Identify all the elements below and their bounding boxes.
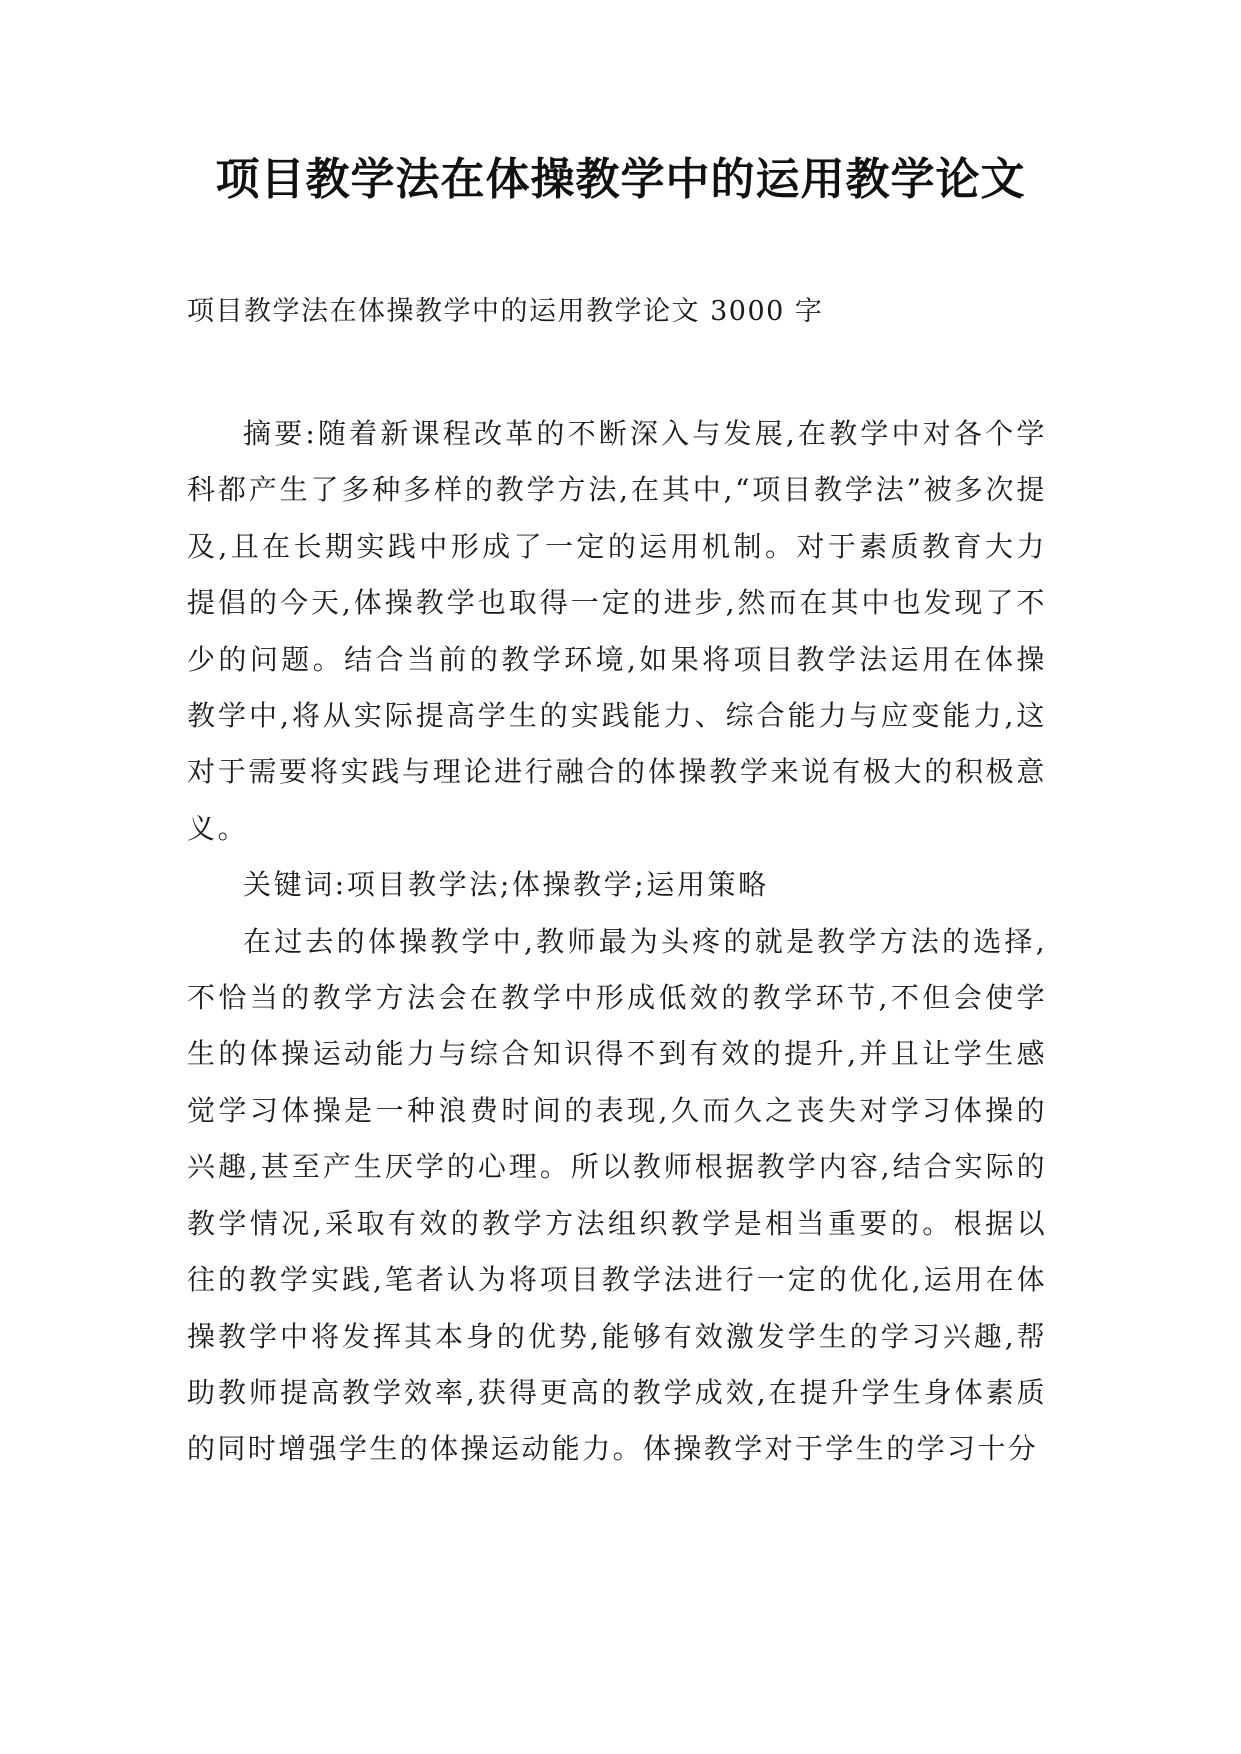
body-paragraph: 在过去的体操教学中,教师最为头疼的就是教学方法的选择,不恰当的教学方法会在教学中形成低效的教学环节,不但会使学生的体操运动能力与综合知识得不到有效的提升,并且让学生感觉学习体操是一种浪费时间的表现,久而久之丧失对学习体操的兴趣,甚至产生厌学的心理。所以教师根据教学内容,结合实际的教学情况,采取有效的教学方法组织教学是相当重要的。根据以往的教学实践,笔者认为将项目教学法进行一定的优化,运用在体操教学中将发挥其本身的优势,能够有效激发学生的学习兴趣,帮助教师提高教学效率,获得更高的教学成效,在提升学生身体素质的同时增强学生的体操运动能力。体操教学对于学生的学习十分 <box>187 924 1047 1466</box>
abstract-paragraph: 摘要:随着新课程改革的不断深入与发展,在教学中对各个学科都产生了多种多样的教学方法,在其中,“项目教学法”被多次提及,且在长期实践中形成了一定的运用机制。对于素质教育大力提倡的今天,体操教学也取得一定的进步,然而在其中也发现了不少的问题。结合当前的教学环境,如果将项目教学法运用在体操教学中,将从实际提高学生的实践能力、综合能力与应变能力,这对于需要将实践与理论进行融合的体操教学来说有极大的积极意义。 <box>187 417 1047 845</box>
document-subtitle: 项目教学法在体操教学中的运用教学论文 3000 字 <box>187 296 824 327</box>
document-body <box>187 406 1047 1478</box>
document-title: 项目教学法在体操教学中的运用教学论文 <box>215 154 1026 205</box>
keywords-paragraph: 关键词:项目教学法;体操教学;运用策略 <box>243 868 769 902</box>
